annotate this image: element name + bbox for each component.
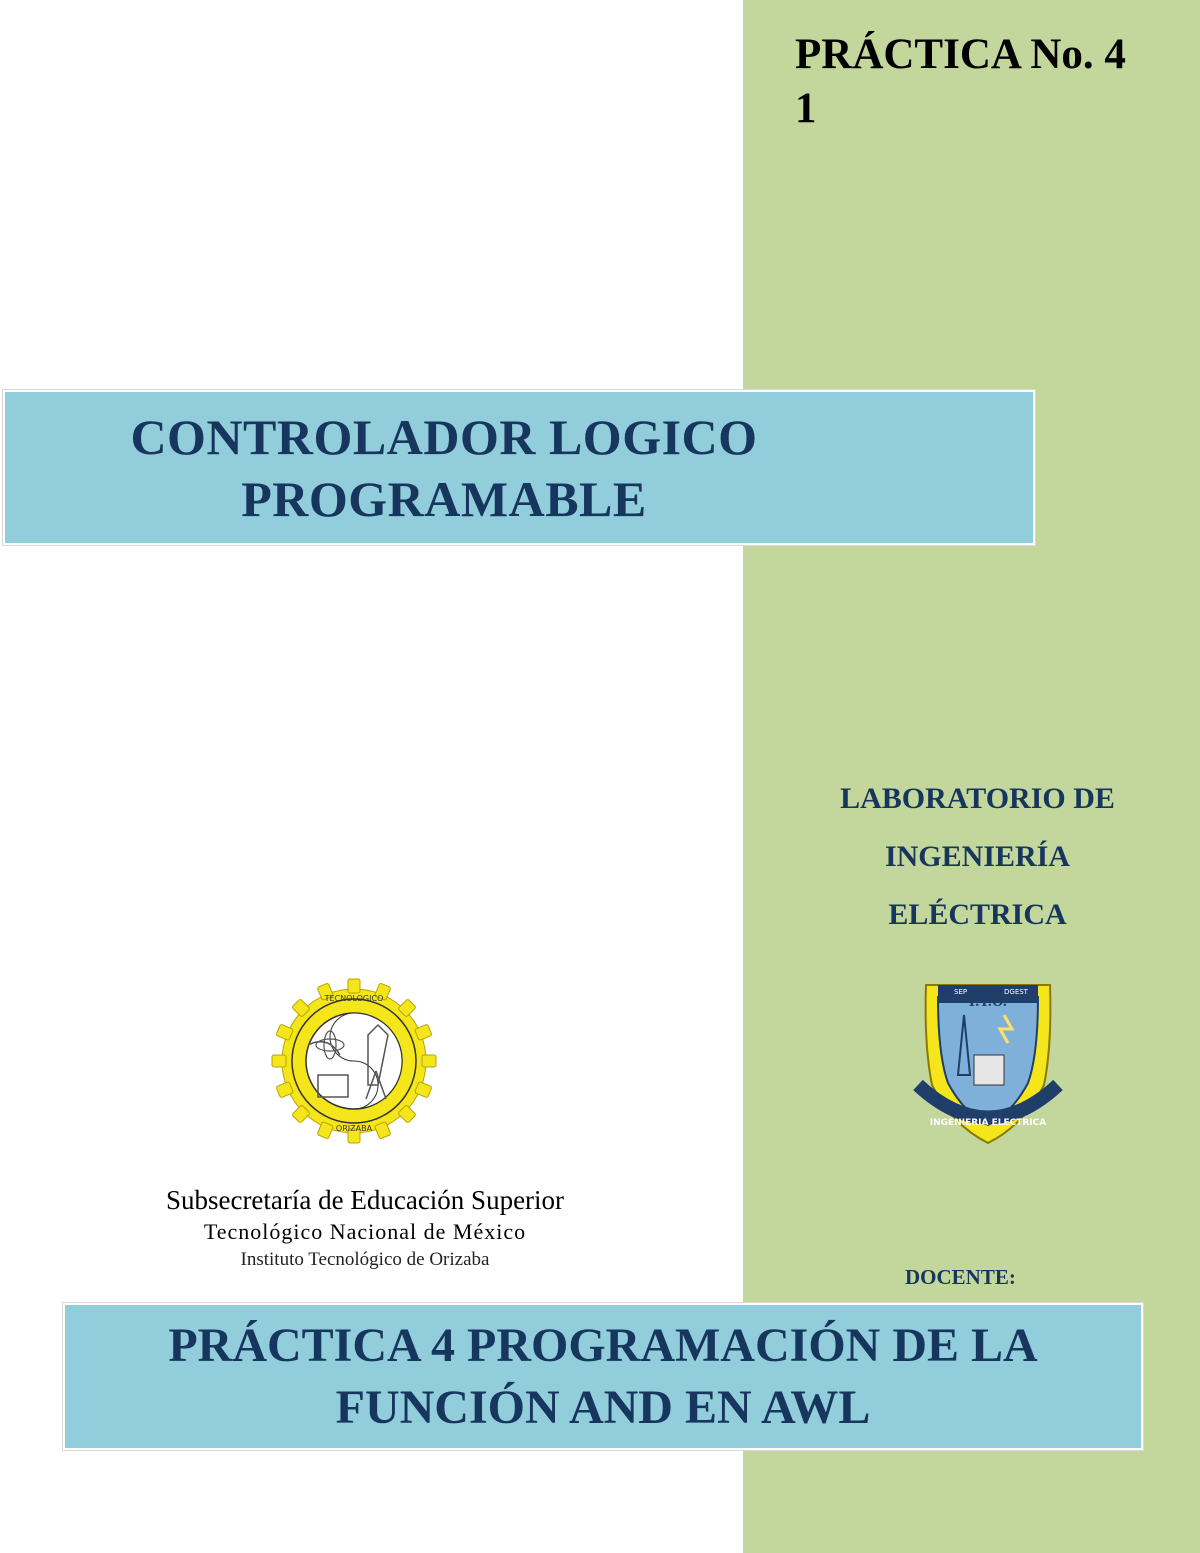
course-title-line2: PROGRAMABLE <box>241 470 647 527</box>
tecnm-text: Tecnológico Nacional de México <box>203 1219 527 1244</box>
ito-gear-logo-icon <box>268 975 440 1147</box>
svg-text:TECNOLOGICO: TECNOLOGICO <box>324 994 384 1003</box>
svg-text:DGEST: DGEST <box>1004 988 1028 996</box>
subsecretaria-text: Subsecretaría de Educación Superior <box>165 1185 565 1215</box>
laboratory-name <box>790 770 1165 944</box>
svg-text:ORIZABA: ORIZABA <box>335 1124 373 1133</box>
practice-title-box <box>63 1303 1143 1450</box>
docente-label: DOCENTE: <box>905 1265 1016 1289</box>
laboratory-line2: INGENIERÍA <box>884 840 1071 873</box>
laboratory-line3: ELÉCTRICA <box>888 898 1067 931</box>
practice-title-line2: FUNCIÓN AND EN AWL <box>335 1380 871 1434</box>
course-title-box <box>3 390 1035 545</box>
institution-block <box>70 1183 660 1273</box>
ito-text: Instituto Tecnológico de Orizaba <box>240 1249 490 1270</box>
course-title-line1: CONTROLADOR LOGICO <box>130 408 758 465</box>
practice-number-heading <box>795 28 1126 136</box>
svg-text:I.T.O.: I.T.O. <box>968 995 1008 1010</box>
laboratory-line1: LABORATORIO DE <box>840 782 1115 815</box>
practice-title-line1: PRÁCTICA 4 PROGRAMACIÓN DE LA <box>168 1318 1038 1372</box>
svg-text:INGENIERIA ELECTRICA: INGENIERIA ELECTRICA <box>929 1118 1047 1128</box>
practice-number-line1: PRÁCTICA No. 4 <box>795 31 1126 78</box>
electrical-engineering-shield-icon <box>904 975 1072 1147</box>
svg-text:SEP: SEP <box>954 988 968 996</box>
practice-number-line2: 1 <box>795 85 817 132</box>
